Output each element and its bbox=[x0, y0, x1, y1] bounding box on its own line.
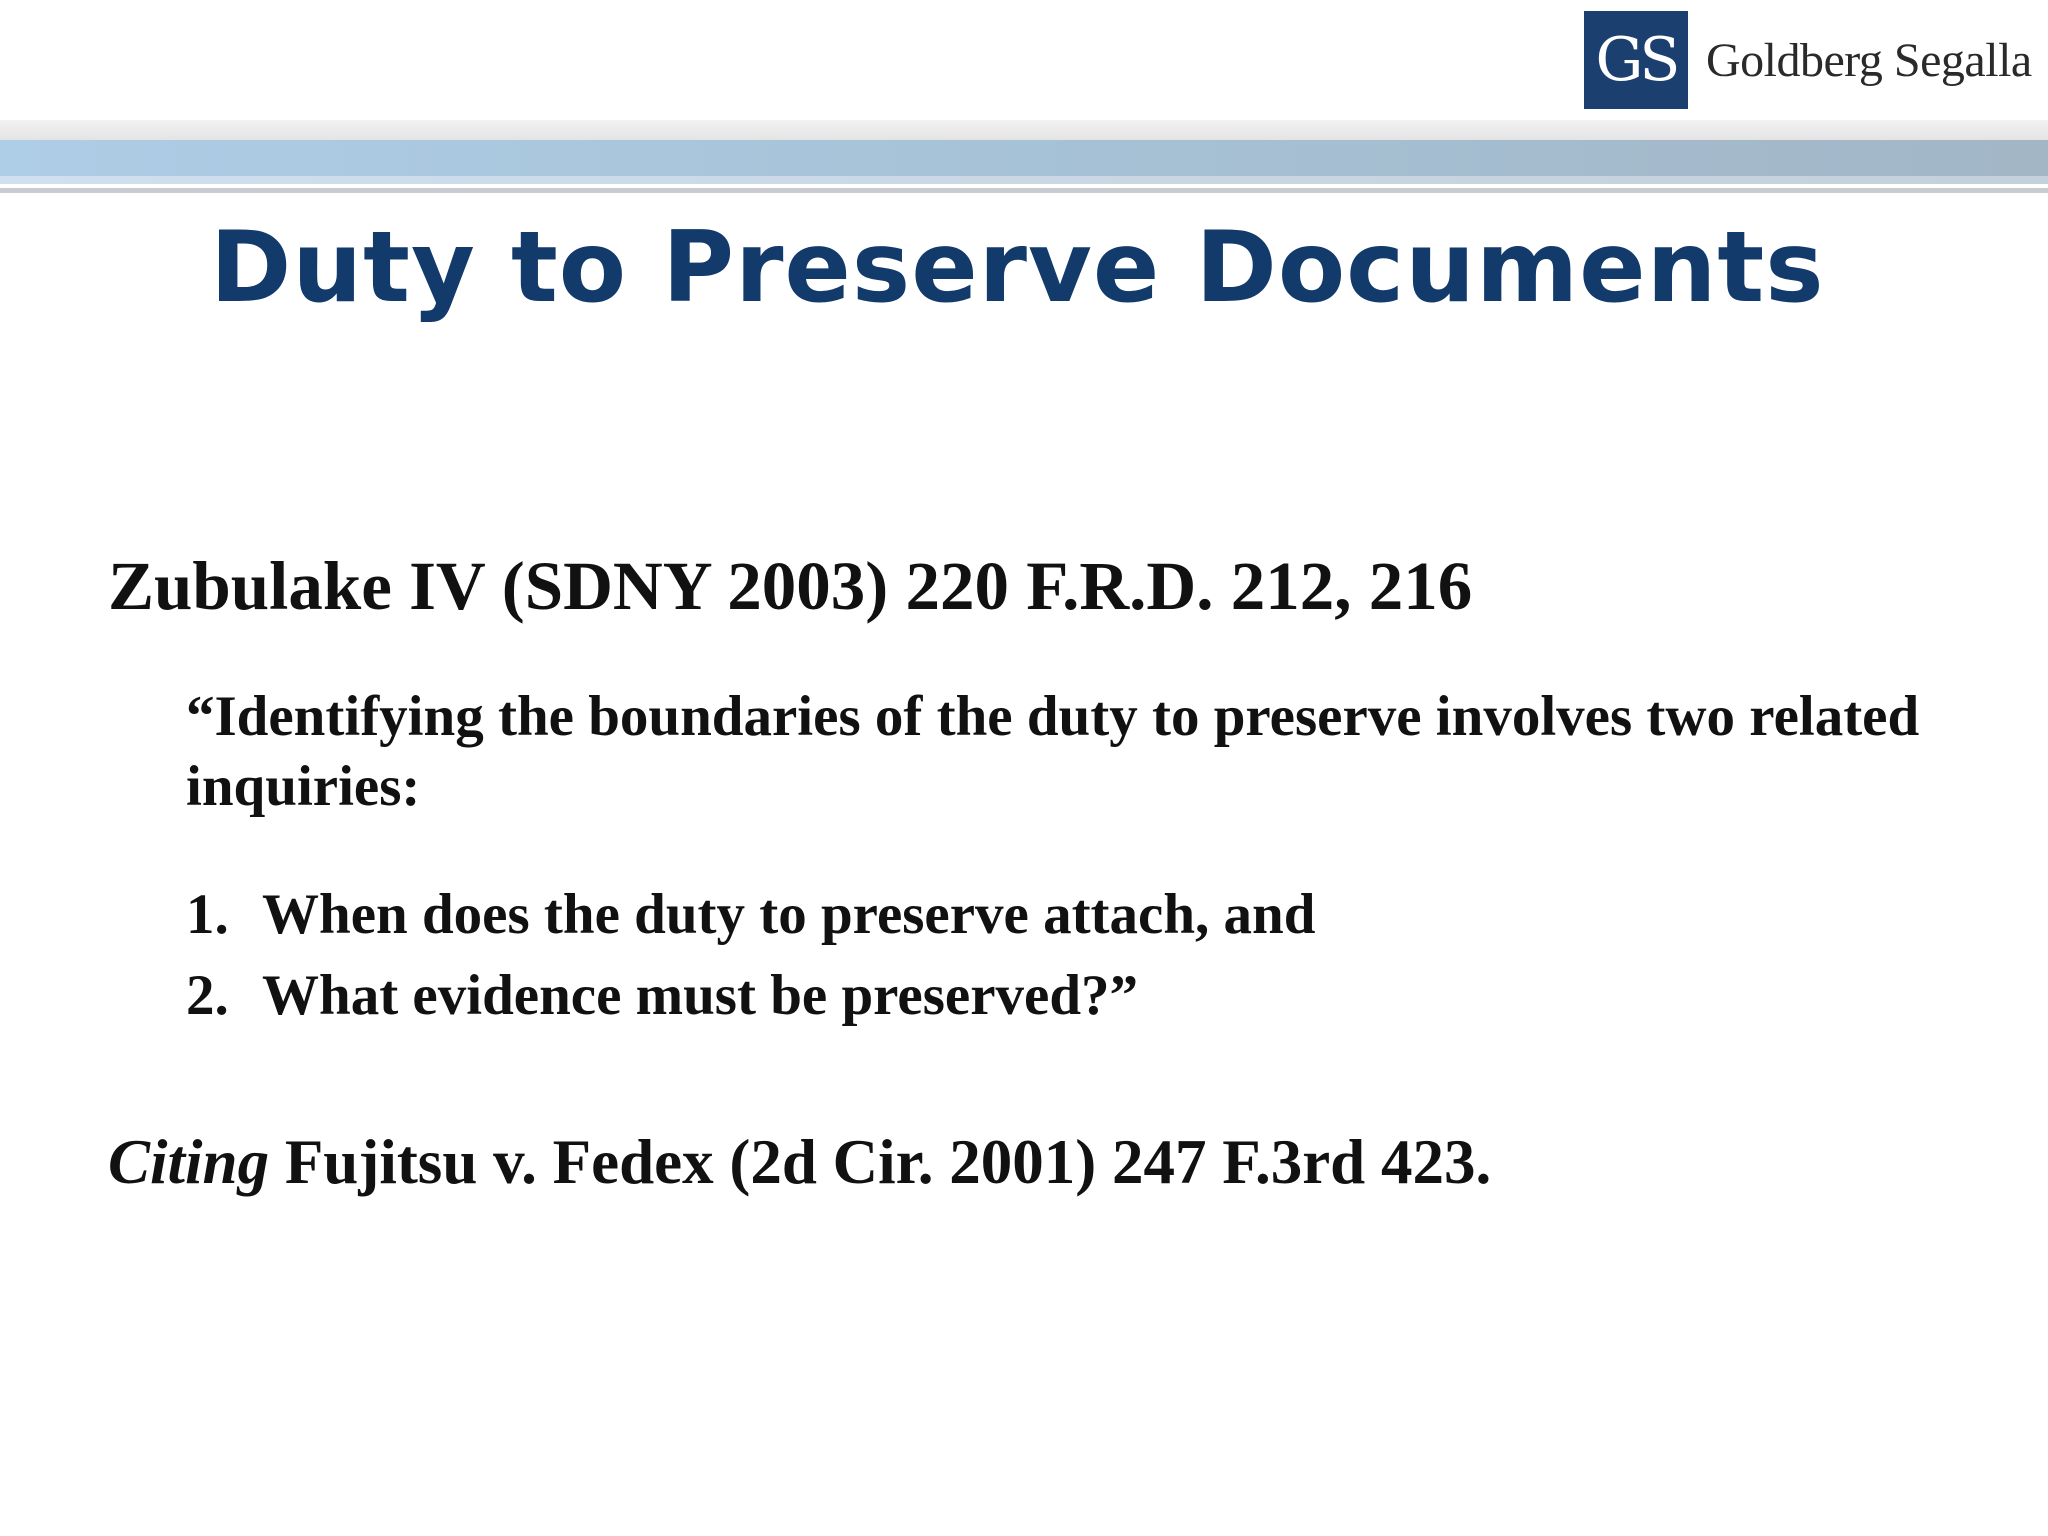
citation-prefix: Citing bbox=[108, 1127, 270, 1197]
header-band-blue bbox=[0, 140, 2048, 176]
list-item bbox=[186, 961, 1315, 1042]
logo-name: Goldberg Segalla bbox=[1706, 33, 2032, 87]
citation-text: Fujitsu v. Fedex (2d Cir. 2001) 247 F.3rd 423. bbox=[269, 1127, 1492, 1197]
inquiry-list bbox=[186, 880, 1315, 1042]
header-band-line bbox=[0, 176, 2048, 184]
slide-title: Duty to Preserve Documents bbox=[210, 211, 1825, 325]
list-item-number: 1. bbox=[186, 883, 229, 946]
citation bbox=[108, 1125, 1491, 1201]
list-item-text: What evidence must be preserved?” bbox=[262, 964, 1139, 1027]
list-item-text: When does the duty to preserve attach, and bbox=[262, 883, 1316, 946]
quote-text: “Identifying the boundaries of the duty to preserve involves two related inquiries: bbox=[186, 685, 1920, 818]
company-logo bbox=[1584, 11, 2032, 109]
list-item-number: 2. bbox=[186, 964, 229, 1027]
header-band-gray-line bbox=[0, 188, 2048, 193]
list-item bbox=[186, 880, 1315, 961]
case-heading: Zubulake IV (SDNY 2003) 220 F.R.D. 212, 216 bbox=[108, 548, 1473, 624]
logo-mark-text: GS bbox=[1595, 25, 1677, 95]
logo-mark bbox=[1584, 11, 1688, 109]
header-band-light bbox=[0, 120, 2048, 140]
